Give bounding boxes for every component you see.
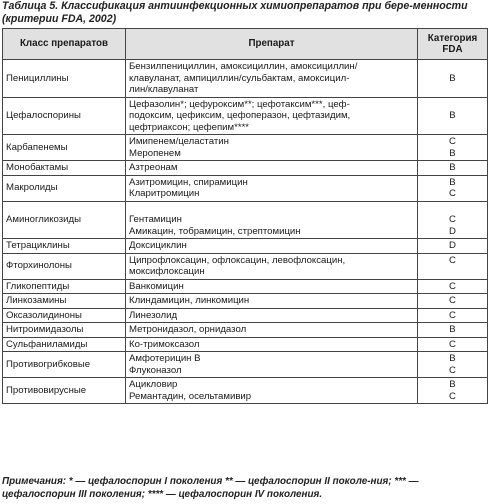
fda-category: [421, 203, 484, 215]
drug-cell: [126, 352, 418, 378]
fda-category-cell: [418, 323, 488, 338]
header-fda: Категория FDA: [418, 29, 488, 60]
table-row: [3, 60, 488, 98]
table-header-row: [3, 29, 488, 60]
fda-category: B: [449, 176, 456, 188]
drug-cell: [126, 161, 418, 176]
fda-category-cell: [418, 161, 488, 176]
drug-cell: [126, 175, 418, 201]
drug-line: Амфотерицин В: [129, 353, 201, 364]
drug-line: лин/клавуланат: [129, 84, 199, 95]
fda-category: B: [449, 147, 456, 159]
fda-category: B: [449, 72, 456, 84]
table-body: [3, 60, 488, 404]
fda-category: C: [449, 390, 456, 402]
fda-category-cell: [418, 337, 488, 352]
drug-line: Ципрофлоксацин, офлоксацин, левофлоксацин,: [129, 254, 346, 266]
drug-line: Метронидазол, орнидазол: [129, 324, 247, 335]
header-class: Класс препаратов: [3, 29, 126, 60]
fda-category: B: [449, 110, 456, 121]
drug-line: подоксим, цефиксим, цефоперазон, цефтазидим,: [129, 110, 351, 121]
fda-category: C: [449, 295, 456, 306]
drug-class-cell: Противовирусные: [3, 378, 126, 404]
drug-line: Доксициклин: [129, 240, 187, 251]
fda-category-cell: [418, 239, 488, 254]
drug-line: Азитромицин, спирамицин: [129, 176, 248, 188]
drug-line: [129, 203, 414, 215]
drug-line: Ванкомицин: [129, 280, 184, 292]
fda-category: C: [449, 214, 456, 225]
fda-category: D: [449, 240, 456, 251]
drug-line: Кларитромицин: [129, 188, 200, 199]
drug-class-cell: Нитроимидазолы: [3, 323, 126, 338]
drug-line: клавуланат, ампициллин/сульбактам, амоксицил-: [129, 72, 350, 84]
fda-category: C: [449, 338, 456, 350]
fda-category-cell: [418, 308, 488, 323]
table-row: [3, 279, 488, 294]
fda-category: B: [449, 162, 456, 173]
drug-class-cell: Макролиды: [3, 175, 126, 201]
table-row: [3, 378, 488, 404]
fda-category: C: [449, 364, 456, 376]
table-row: [3, 239, 488, 254]
drug-line: Ремантадин, осельтамивир: [129, 390, 252, 402]
fda-category: D: [449, 225, 456, 237]
fda-category-cell: [418, 135, 488, 161]
drug-line: Ко-тримоксазол: [129, 338, 200, 350]
drug-cell: [126, 239, 418, 254]
fda-category: [421, 61, 484, 73]
drug-cell: [126, 135, 418, 161]
table-row: [3, 323, 488, 338]
fda-category: C: [449, 188, 456, 199]
drug-class-cell: Сульфаниламиды: [3, 337, 126, 352]
fda-category-cell: [418, 253, 488, 279]
drug-class-cell: Оксазолидиноны: [3, 308, 126, 323]
fda-category: [421, 84, 484, 96]
drug-cell: [126, 201, 418, 239]
fda-category: B: [449, 324, 456, 335]
drug-class-cell: Пенициллины: [3, 60, 126, 98]
table-row: [3, 352, 488, 378]
table-row: [3, 97, 488, 135]
table-row: [3, 308, 488, 323]
drug-line: моксифлоксацин: [129, 266, 205, 277]
drug-cell: [126, 308, 418, 323]
drug-cell: [126, 294, 418, 309]
drug-cell: [126, 60, 418, 98]
drug-line: Флуконазол: [129, 364, 182, 376]
drug-class-cell: Гликопептиды: [3, 279, 126, 294]
table-row: [3, 175, 488, 201]
drug-cell: [126, 97, 418, 135]
drug-line: Азтреонам: [129, 162, 178, 173]
drug-class-cell: Противогрибковые: [3, 352, 126, 378]
drug-cell: [126, 337, 418, 352]
fda-category: C: [449, 254, 456, 266]
drug-class-cell: Цефалоспорины: [3, 97, 126, 135]
fda-classification-table: [2, 28, 488, 404]
table-notes: Примечания: * — цефалоспорин I поколения ** — цефалоспорин II поколе-ния; *** — цефалоспорин III поколения; **** — цефалоспорин IV поколения.: [2, 476, 419, 500]
table-caption: Таблица 5. Классификация антиинфекционных химиопрепаратов при бере-менности (критерии FDA, 2002): [2, 0, 468, 25]
fda-category: B: [449, 379, 456, 390]
drug-class-cell: Линкозамины: [3, 294, 126, 309]
drug-cell: [126, 253, 418, 279]
table-row: [3, 337, 488, 352]
fda-category: [421, 99, 484, 111]
fda-category-cell: [418, 294, 488, 309]
table-row: [3, 294, 488, 309]
fda-category-cell: [418, 97, 488, 135]
drug-class-cell: Аминогликозиды: [3, 201, 126, 239]
fda-category-cell: [418, 175, 488, 201]
header-drug: Препарат: [126, 29, 418, 60]
drug-class-cell: Карбапенемы: [3, 135, 126, 161]
fda-category: C: [449, 309, 456, 321]
drug-line: Амикацин, тобрамицин, стрептомицин: [129, 225, 301, 237]
fda-category-cell: [418, 201, 488, 239]
fda-category-cell: [418, 352, 488, 378]
drug-line: Меропенем: [129, 147, 181, 159]
table-row: [3, 253, 488, 279]
table-row: [3, 161, 488, 176]
fda-category: C: [449, 280, 456, 292]
fda-category: C: [449, 136, 456, 147]
drug-line: Цефазолин*; цефуроксим**; цефотаксим***, цеф-: [129, 98, 350, 110]
drug-class-cell: Монобактамы: [3, 161, 126, 176]
drug-line: Клиндамицин, линкомицин: [129, 295, 250, 306]
drug-line: Линезолид: [129, 309, 178, 321]
drug-line: Имипенем/целастатин: [129, 136, 229, 147]
drug-line: Бензилпенициллин, амоксициллин, амоксициллин/: [129, 61, 358, 72]
fda-category-cell: [418, 60, 488, 98]
fda-category-cell: [418, 279, 488, 294]
fda-category: B: [449, 353, 456, 364]
drug-line: Гентамицин: [129, 214, 182, 225]
drug-line: Ацикловир: [129, 379, 178, 390]
drug-line: цефтриаксон; цефепим****: [129, 121, 250, 133]
drug-cell: [126, 279, 418, 294]
table-row: [3, 135, 488, 161]
drug-cell: [126, 378, 418, 404]
drug-class-cell: Тетрациклины: [3, 239, 126, 254]
fda-category: [421, 266, 484, 278]
drug-cell: [126, 323, 418, 338]
fda-category-cell: [418, 378, 488, 404]
drug-class-cell: Фторхинолоны: [3, 253, 126, 279]
fda-category: [421, 122, 484, 134]
table-row: [3, 201, 488, 239]
